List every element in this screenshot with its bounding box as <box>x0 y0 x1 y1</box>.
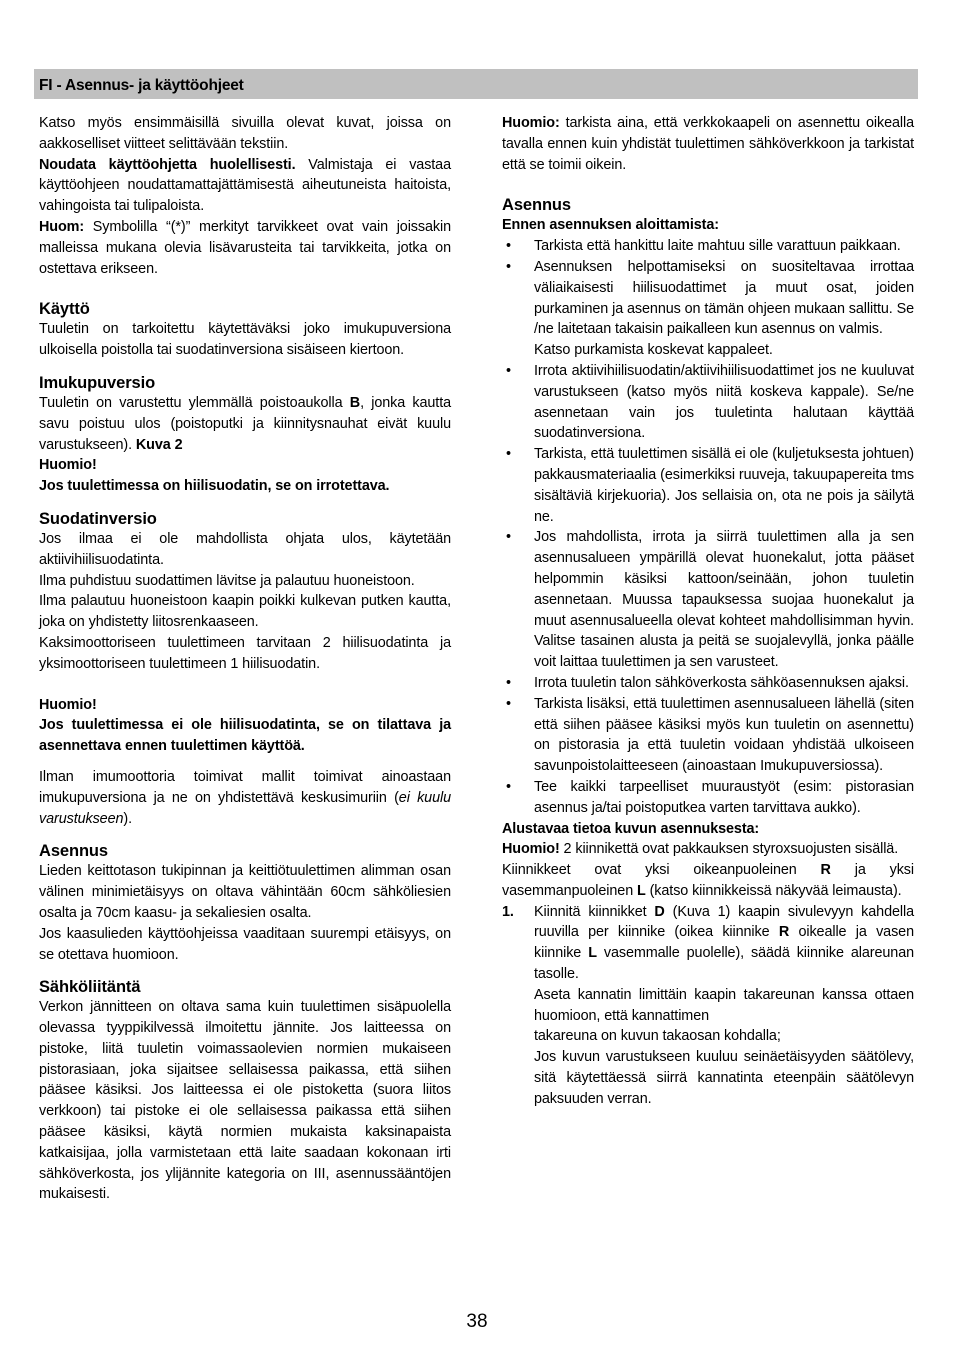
intro-2-bold: Noudata käyttöohjetta huolellisesti. <box>39 156 296 173</box>
intro-3-text: Symbolilla “(*)” merkityt tarvikkeet ovat vain joissakin malleissa mukana olevia lisävarusteita tai tarvikkeita, jotka on ostettava erikseen. <box>39 218 451 277</box>
imu-letter-b: B <box>349 394 361 411</box>
step-p4: Jos kuvun varustukseen kuuluu seinäetäisyyden säätölevy, sitä käytettäessä siirrä kannatinta eteenpäin säätölevyn paksuuden verran. <box>534 1049 914 1107</box>
list-item: • Tarkista että hankittu laite mahtuu sille varattuun paikkaan. <box>502 236 914 257</box>
before-install-title <box>502 215 914 236</box>
step-c: oikealle ja vasen kiinnike <box>534 924 914 962</box>
prelim-text: 2 kiinnikettä ovat pakkauksen styroxsuojusten sisällä. <box>559 841 899 858</box>
section-header-bar <box>34 69 918 99</box>
prelim-note <box>502 839 914 860</box>
suod-p5-italic: ei kuulu varustukseen <box>39 789 451 827</box>
heading-sahkoliitanta: Sähköliitäntä <box>39 978 141 997</box>
suod-p5-a: Ilman imumoottoria toimivat mallit toimivat ainoastaan imukupuversiona ja ne on yhdistettävä keskusimuriin ( <box>39 768 451 806</box>
step-letter-r: R <box>778 924 790 941</box>
step-e: vasemmalle puolelle), säädä kiinnike alareunan tasolle. <box>534 945 914 983</box>
prelim-title-bold: Alustavaa tietoa kuvun asennuksesta: <box>502 820 760 837</box>
list-item: • Jos mahdollista, irrota ja siirrä tuulettimen alla ja sen asennusalueen ympärillä olevat huonekalut, jotta pääset helpommin käsiksi kattoon/seinään, johon tuuletin asennetaan. Muussa tapauksessa suojaa huonekalut ja muut asennusalueella olevat kohteet mahdollisimman hyvin. Valitse tasainen alusta ja peitä se suojalevyllä, jonka päälle voit laittaa tuulettimen ja sen varusteet. <box>502 527 914 673</box>
page-number: 38 <box>466 1311 488 1332</box>
list-item: • Irrota aktiivihiilisuodatin/aktiivihiilisuodattimet jos ne kuuluvat varustukseen (katso myös niitä koskeva kappale). Se/ne asennetaan vain jos tuuletinta halutaan käyttää suodatinversiona. <box>502 361 914 444</box>
huomio-label: Huomio: <box>502 115 560 131</box>
sahkoliitanta-paragraph: Verkon jännitteen on oltava sama kuin tuulettimen sisäpuolella olevassa tyyppikilvessä ilmoitettu jännite. Jos laitteessa on pistoke, liitä tuuletin voimassaolevien normien mukaiseen pistorasiaan, joka sijaitsee sellaisessa paikassa, että siihen pääsee käsiksi. Jos laitteessa ei ole pistoketta (suora liitos verkkoon) tai pistoke ei ole sellaisessa paikassa että siihen pääsee käsiksi, käytä normien mukaista kaksinapaista katkaisijaa, jolla varmistetaan että laite saadaan kokonaan irti sähköverkosta, jos ylijännite kategoria on III, asennussääntöjen mukaisesti. <box>39 999 451 1203</box>
intro-paragraph-3 <box>39 217 451 279</box>
suodatin-paragraph-3: Ilma palautuu huoneistoon kaapin poikki kulkevan putken kautta, joka on yhdistetty liitosrenkaaseen. <box>39 593 451 631</box>
step-p2: Aseta kannatin limittäin kaapin takareunan kanssa ottaen huomioon, että kannattimen <box>534 986 914 1024</box>
heading-suodatinversio: Suodatinversio <box>39 509 157 528</box>
imu-text-a: Tuuletin on varustettu ylemmällä poistoaukolla <box>39 394 350 411</box>
step-number: 1. <box>502 903 514 920</box>
intro-3-bold: Huom: <box>39 218 85 235</box>
heading-asennus-right: Asennus <box>502 196 571 215</box>
suodatin-note-bold: Jos tuulettimessa ei ole hiilisuodatinta, se on tilattava ja asennettava ennen tuulettimen käyttöä. <box>39 717 451 755</box>
intro-paragraph-1: Katso myös ensimmäisillä sivuilla olevat kuvat, joissa on aakkoselliset viitteet selittävään tekstiin. <box>39 115 451 152</box>
list-item: • Tarkista, että tuulettimen sisällä ei ole (kuljetuksesta johtuen) pakkausmateriaalia (esimerkiksi ruuveja, takuupapereita tms sisältäviä kirjekuoria). Jos sellaisia on, ota ne pois ja säilytä ne. <box>502 444 914 527</box>
list-item <box>502 902 914 1110</box>
prelim-label: Huomio! <box>502 841 560 858</box>
intro-paragraph-2 <box>39 155 451 217</box>
suod-p5-c: ). <box>123 810 132 827</box>
right-column <box>502 113 914 1110</box>
brackets-b: ja yksi vasemmanpuoleinen <box>502 862 914 899</box>
list-item: • Irrota tuuletin talon sähköverkosta sähköasennuksen ajaksi. <box>502 673 914 694</box>
heading-kaytto: Käyttö <box>39 300 90 319</box>
imu-note-label-text: Huomio! <box>39 457 97 474</box>
step-letter-d: D <box>654 903 665 920</box>
suodatin-note-text <box>39 715 451 757</box>
huomio-text: tarkista aina, että verkkokaapeli on asennettu oikealla tavalla ennen kuin yhdistät tuulettimen sähköverkkoon ja tarkistat että se toimii oikein. <box>502 115 914 173</box>
suodatin-paragraph-1: Jos ilmaa ei ole mahdollista ohjata ulos, käytetään aktiivihiilisuodatinta. <box>39 530 451 568</box>
brackets-c: (katso kiinnikkeissä näkyvää leimausta). <box>645 882 902 899</box>
imu-text-c: , jonka kautta savu poistuu ulos (poistoputki ja kiinnitysnauhat eivät kuulu varustukseen). <box>39 394 451 453</box>
suodatin-paragraph-2: Ilma puhdistuu suodattimen lävitse ja palautuu huoneistoon. <box>39 572 415 589</box>
list-item-extra: Katso purkamista koskevat kappaleet. <box>534 342 773 359</box>
prelim-title <box>502 819 914 840</box>
imu-figure-ref: Kuva 2 <box>135 436 183 453</box>
imu-note-label <box>39 455 451 476</box>
heading-asennus-left: Asennus <box>39 842 108 861</box>
imu-note-text <box>39 476 451 497</box>
list-item: • Tarkista lisäksi, että tuulettimen asennusalueen lähellä (siten että siihen pääsee käsiksi myös kun tuuletin on asennettu) on pistorasia ja että tuuletin voidaan yhdistää ulkoiseen savunpoistolaitteeseen (ainoastaan Imukupuversiossa). <box>502 694 914 777</box>
asennus-paragraph-1: Lieden keittotason tukipinnan ja keittiötuulettimen alimman osan välinen minimietäisyys on oltava vähintään 60cm sähköliesien osalta ja 70cm kaasu- ja sekaliesien osalta. <box>39 863 451 921</box>
step-p3: takareuna on kuvun takaosan kohdalla; <box>534 1028 781 1045</box>
bracket-r: R <box>820 862 831 879</box>
kaytto-paragraph: Tuuletin on tarkoitettu käytettäväksi joko imukupuversiona ulkoisella poistolla tai suodatinversiona sisäiseen kiertoon. <box>39 321 451 359</box>
before-install-bold: Ennen asennuksen aloittamista: <box>502 217 719 234</box>
list-item <box>502 257 914 361</box>
step-b: (Kuva 1) kaapin sivulevyyn kahdella ruuvilla per kiinnike (oikea kiinnike <box>534 903 914 941</box>
imu-note-bold: Jos tuulettimessa on hiilisuodatin, se on irrotettava. <box>39 478 390 495</box>
suodatin-paragraph-4: Kaksimoottoriseen tuulettimeen tarvitaan 2 hiilisuodatinta ja yksimoottoriseen tuulettimeen 1 hiilisuodatin. <box>39 634 451 672</box>
install-checklist <box>502 236 914 818</box>
suodatin-note-label <box>39 695 451 716</box>
huomio-paragraph <box>502 113 914 175</box>
list-item-text: Asennuksen helpottamiseksi on suositeltavaa irrottaa väliaikaisesti hiilisuodattimet ja muut osat, joiden purkaminen ja asennus on tämän ohjeen mukaan sallittu. Se /ne laitetaan takaisin paikalleen kun asennus on valmis. <box>534 258 914 338</box>
left-column <box>39 113 451 1205</box>
list-item: • Tee kaikki tarpeelliset muuraustyöt (esim: pistorasian asennus ja/tai poistoputkea varten tarvittava aukko). <box>502 777 914 819</box>
section-header-title: FI - Asennus- ja käyttöohjeet <box>39 77 244 94</box>
imukupuversio-paragraph <box>39 393 451 455</box>
bracket-l: L <box>637 882 646 899</box>
step-a: Kiinnitä kiinnikket <box>534 903 655 920</box>
brackets-a: Kiinnikkeet ovat yksi oikeanpuoleinen <box>502 862 821 879</box>
suodatin-note-label-text: Huomio! <box>39 696 97 713</box>
install-steps <box>502 902 914 1110</box>
step-letter-l: L <box>588 945 597 962</box>
intro-2-text: Valmistaja ei vastaa käyttöohjeen noudattamattajättämisestä aiheutuneista haitoista, vahingoista tai tulipaloista. <box>39 156 451 215</box>
asennus-paragraph-2: Jos kaasulieden käyttöohjeissa vaaditaan suurempi etäisyys, on se otettava huomioon. <box>39 925 451 963</box>
suodatin-paragraph-5 <box>39 767 451 829</box>
heading-imukupuversio: Imukupuversio <box>39 373 156 392</box>
brackets-paragraph <box>502 860 914 902</box>
